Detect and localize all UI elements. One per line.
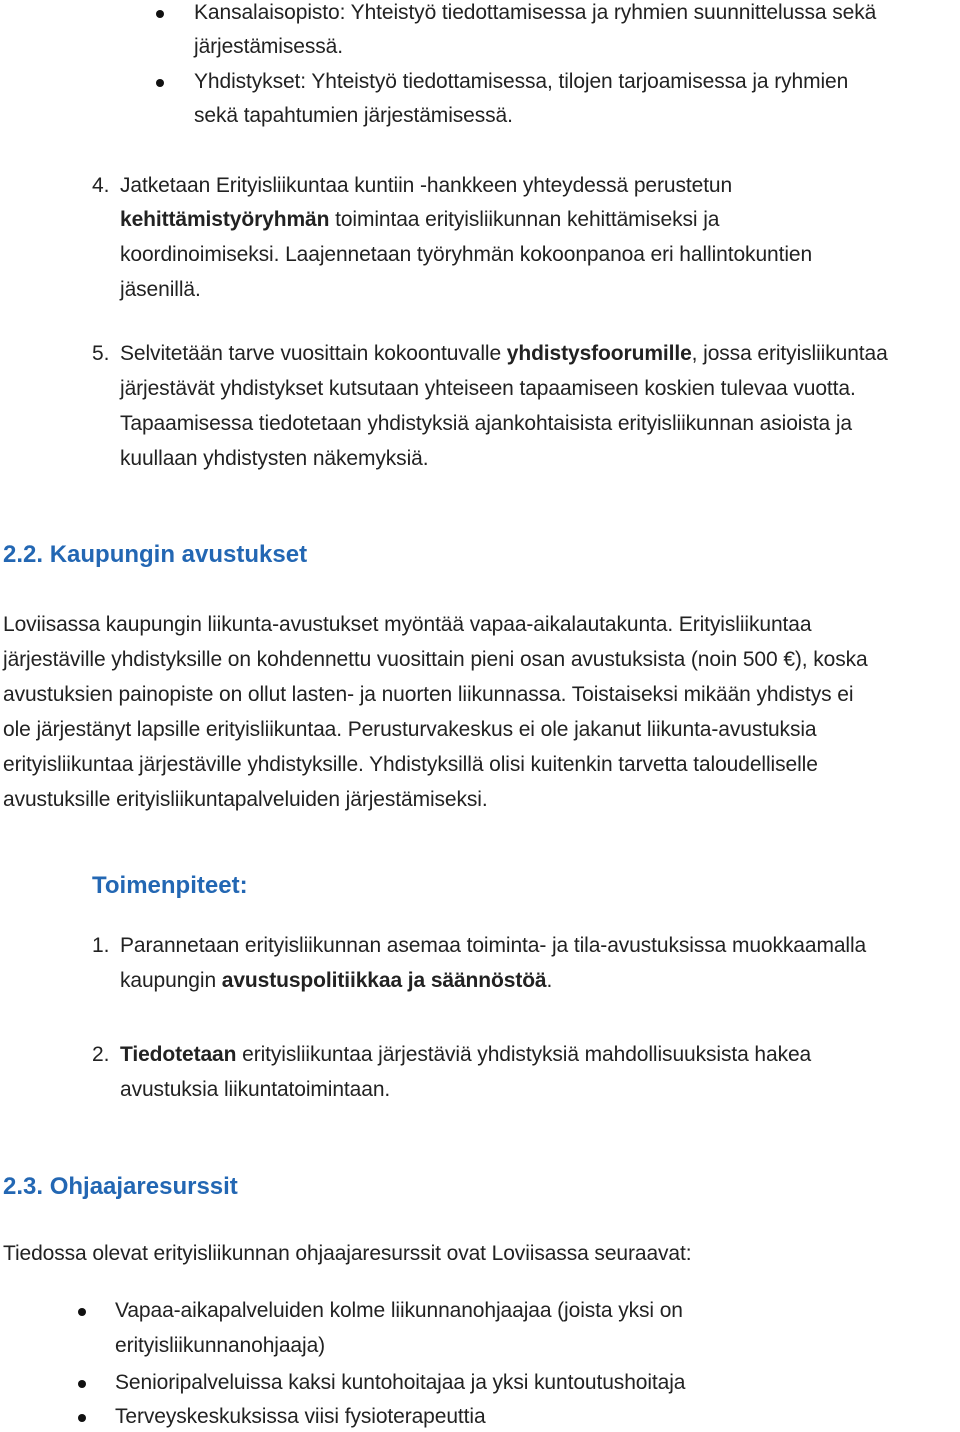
paragraph-line: järjestäville yhdistyksille on kohdennettu vuosittain pieni osan avustuksista (noin 500 €), koska [3,648,868,671]
bullet-text: Yhdistykset: Yhteistyö tiedottamisessa, tilojen tarjoamisessa ja ryhmien [194,70,849,93]
list-number: 5. [92,342,110,365]
list-item-text [120,341,888,367]
emphasis: avustuspolitiikkaa ja säännöstöä [221,969,547,992]
text-run: kaupungin [120,969,222,992]
list-item-text [120,968,552,994]
bullet-text: Terveyskeskuksissa viisi fysioterapeuttia [115,1405,486,1428]
bullet-text: järjestämisessä. [194,35,343,58]
text-run: toimintaa erityisliikunnan kehittämiseksi ja [329,208,720,231]
paragraph-line: Tiedossa olevat erityisliikunnan ohjaajaresurssit ovat Loviisassa seuraavat: [3,1242,692,1265]
bullet-text: erityisliikunnanohjaaja) [115,1334,326,1357]
bullet-icon [78,1414,86,1422]
section-heading: 2.3. Ohjaajaresurssit [3,1173,238,1200]
list-item-text [120,207,719,233]
subsection-heading: Toimenpiteet: [92,872,248,899]
text-run: Selvitetään tarve vuosittain kokoontuvalle [120,342,507,365]
emphasis: Tiedotetaan [120,1043,237,1066]
list-item-text: koordinoimiseksi. Laajennetaan työryhmän kokoonpanoa eri hallintokuntien [120,243,813,266]
bullet-icon [156,79,164,87]
bullet-icon [78,1380,86,1388]
list-item-text: jäsenillä. [120,278,201,301]
bullet-text: sekä tapahtumien järjestämisessä. [194,104,513,127]
paragraph-line: ole järjestänyt lapsille erityisliikuntaa. Perusturvakeskus ei ole jakanut liikunta-avustuksia [3,718,817,741]
bullet-icon [156,10,164,18]
list-item-text: Parannetaan erityisliikunnan asemaa toiminta- ja tila-avustuksissa muokkaamalla [120,934,867,957]
section-heading: 2.2. Kaupungin avustukset [3,541,308,568]
text-run: erityisliikuntaa järjestäviä yhdistyksiä mahdollisuuksista hakea [236,1043,812,1066]
list-number: 4. [92,174,110,197]
list-number: 1. [92,934,110,957]
list-item-text: Jatketaan Erityisliikuntaa kuntiin -hankkeen yhteydessä perustetun [120,174,733,197]
paragraph-line: Loviisassa kaupungin liikunta-avustukset myöntää vapaa-aikalautakunta. Erityisliikuntaa [3,613,812,636]
paragraph-line: erityisliikuntaa järjestäville yhdistyksille. Yhdistyksillä olisi kuitenkin tarvetta taloudelliselle [3,753,818,776]
list-item-text: kuullaan yhdistysten näkemyksiä. [120,447,429,470]
emphasis: yhdistysfoorumille [506,342,692,365]
list-item-text: Tapaamisessa tiedotetaan yhdistyksiä ajankohtaisista erityisliikunnan asioista ja [120,412,852,435]
bullet-text: Vapaa-aikapalveluiden kolme liikunnanohjaajaa (joista yksi on [115,1299,683,1322]
bullet-text: Senioripalveluissa kaksi kuntohoitajaa ja yksi kuntoutushoitaja [115,1371,686,1394]
list-item-text [120,1042,811,1068]
bullet-icon [78,1308,86,1316]
bullet-text: Kansalaisopisto: Yhteistyö tiedottamisessa ja ryhmien suunnittelussa sekä [194,1,877,24]
paragraph-line: avustuksille erityisliikuntapalveluiden järjestämiseksi. [3,788,488,811]
list-item-text: järjestävät yhdistykset kutsutaan yhteiseen tapaamiseen koskien tulevaa vuotta. [120,377,856,400]
list-item-text: avustuksia liikuntatoimintaan. [120,1078,391,1101]
text-run: . [546,969,553,992]
text-run: , jossa erityisliikuntaa [691,342,888,365]
list-number: 2. [92,1043,110,1066]
emphasis: kehittämistyöryhmän [120,208,330,231]
paragraph-line: avustuksien painopiste on ollut lasten- ja nuorten liikunnassa. Toistaiseksi mikään yhdistys ei [3,683,854,706]
